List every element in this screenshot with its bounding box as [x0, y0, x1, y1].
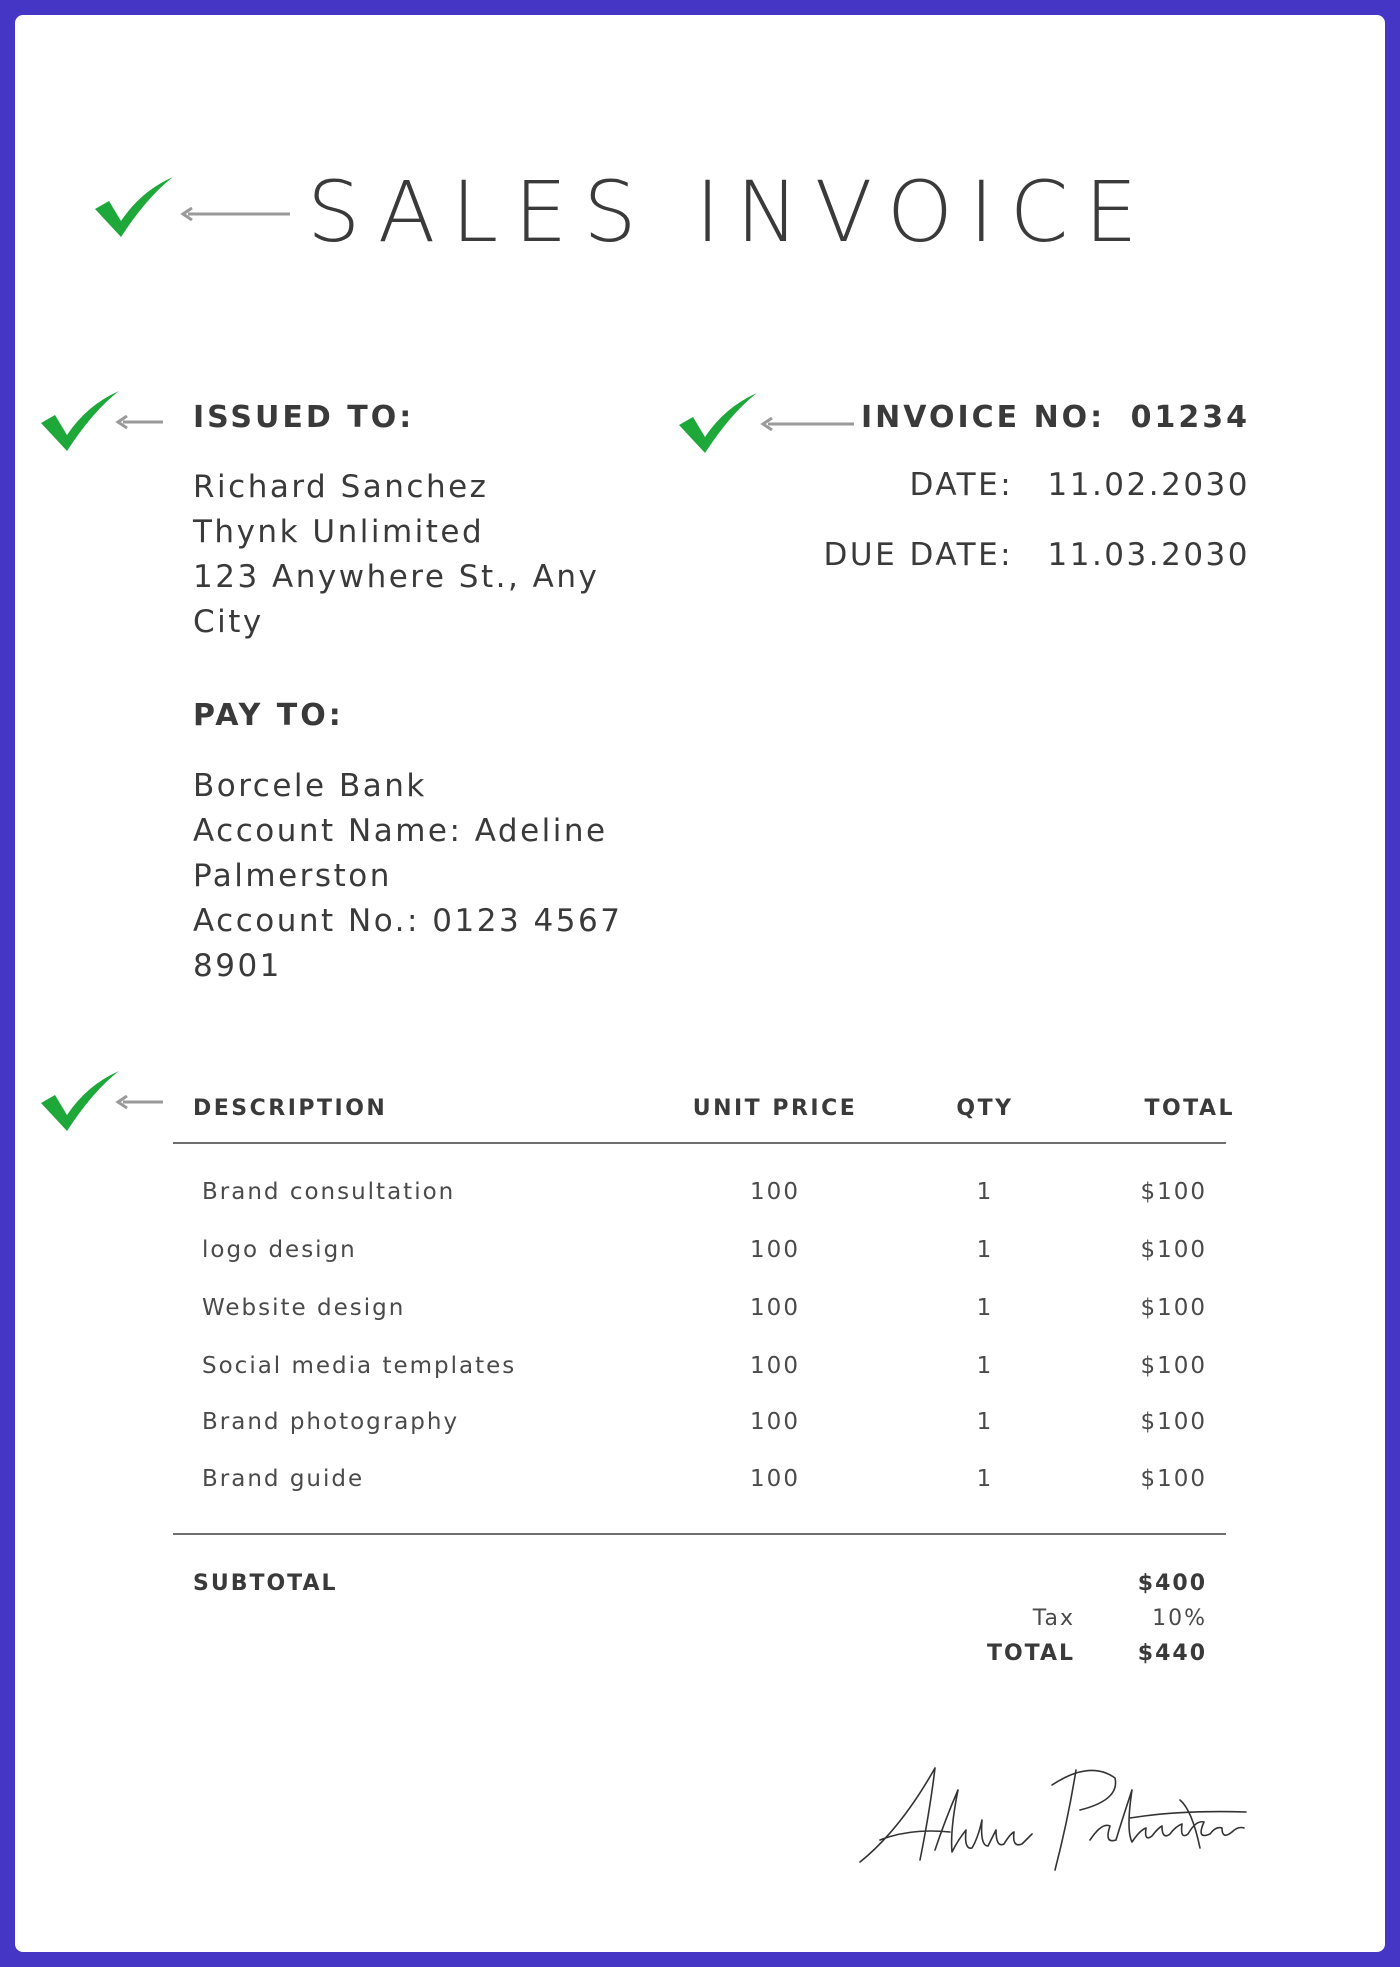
cell-description: Social media templates [202, 1353, 517, 1379]
invoice-number-label: INVOICE NO: [860, 400, 1106, 435]
tax-value: 10% [1152, 1606, 1207, 1631]
page-title: SALES INVOICE [307, 163, 1154, 261]
issued-to-line: Thynk Unlimited [193, 514, 485, 550]
cell-total: $100 [1140, 1353, 1207, 1379]
col-header-qty: QTY [956, 1096, 1014, 1121]
check-icon [675, 387, 759, 457]
invoice-date [910, 467, 1250, 503]
invoice-due-value: 11.03.2030 [1047, 537, 1250, 573]
check-icon [37, 1065, 121, 1135]
signature-image [840, 1760, 1250, 1880]
cell-total: $100 [1140, 1295, 1207, 1321]
tax-label: Tax [1032, 1606, 1075, 1631]
cell-qty: 1 [976, 1353, 994, 1379]
cell-description: Website design [202, 1295, 406, 1321]
cell-total: $100 [1140, 1409, 1207, 1435]
table-row [15, 1165, 1385, 1223]
table-header-rule [173, 1142, 1226, 1144]
col-header-unit-price: UNIT PRICE [692, 1096, 858, 1121]
cell-unit-price: 100 [750, 1353, 800, 1379]
cell-qty: 1 [976, 1179, 994, 1205]
cell-qty: 1 [976, 1466, 994, 1492]
col-header-description: DESCRIPTION [193, 1096, 388, 1121]
col-header-total: TOTAL [1144, 1096, 1235, 1121]
pay-to-line: Palmerston [193, 858, 392, 894]
cell-total: $100 [1140, 1237, 1207, 1263]
subtotal-label: SUBTOTAL [193, 1571, 338, 1596]
cell-unit-price: 100 [750, 1409, 800, 1435]
pay-to-line: 8901 [193, 948, 282, 984]
arrow-left-icon [115, 1095, 165, 1109]
pay-to-line: Account Name: Adeline [193, 813, 608, 849]
invoice-number [861, 400, 1250, 435]
invoice-number-value: 01234 [1130, 400, 1250, 435]
table-row [15, 1339, 1385, 1395]
issued-to-line: 123 Anywhere St., Any [193, 559, 600, 595]
issued-to-line: Richard Sanchez [193, 469, 489, 505]
table-body [15, 1165, 1385, 1510]
invoice-due-date [824, 537, 1250, 573]
cell-unit-price: 100 [750, 1295, 800, 1321]
cell-qty: 1 [976, 1295, 994, 1321]
table-footer-rule [173, 1533, 1226, 1535]
cell-total: $100 [1140, 1466, 1207, 1492]
cell-description: logo design [202, 1237, 357, 1263]
total-label: TOTAL [986, 1641, 1075, 1666]
arrow-left-icon [760, 417, 856, 431]
cell-qty: 1 [976, 1409, 994, 1435]
table-row [15, 1223, 1385, 1281]
invoice-date-value: 11.02.2030 [1047, 467, 1250, 503]
cell-unit-price: 100 [750, 1237, 800, 1263]
table-row [15, 1395, 1385, 1452]
total-value: $440 [1137, 1641, 1207, 1666]
cell-unit-price: 100 [750, 1466, 800, 1492]
issued-to-block [193, 465, 599, 645]
table-row [15, 1281, 1385, 1339]
cell-qty: 1 [976, 1237, 994, 1263]
cell-description: Brand guide [202, 1466, 365, 1492]
arrow-left-icon [180, 207, 292, 221]
arrow-left-icon [115, 415, 165, 429]
issued-to-heading: ISSUED TO: [193, 400, 415, 435]
check-icon [91, 171, 175, 241]
subtotal-value: $400 [1137, 1571, 1207, 1596]
invoice-due-label: DUE DATE: [823, 537, 1014, 573]
check-icon [37, 385, 121, 455]
invoice-page [15, 15, 1385, 1952]
pay-to-heading: PAY TO: [193, 698, 344, 733]
pay-to-block [193, 764, 622, 989]
issued-to-line: City [193, 604, 264, 640]
cell-total: $100 [1140, 1179, 1207, 1205]
pay-to-line: Borcele Bank [193, 768, 427, 804]
pay-to-line: Account No.: 0123 4567 [193, 903, 623, 939]
cell-unit-price: 100 [750, 1179, 800, 1205]
table-row [15, 1452, 1385, 1510]
invoice-date-label: DATE: [909, 467, 1014, 503]
cell-description: Brand consultation [202, 1179, 456, 1205]
cell-description: Brand photography [202, 1409, 460, 1435]
